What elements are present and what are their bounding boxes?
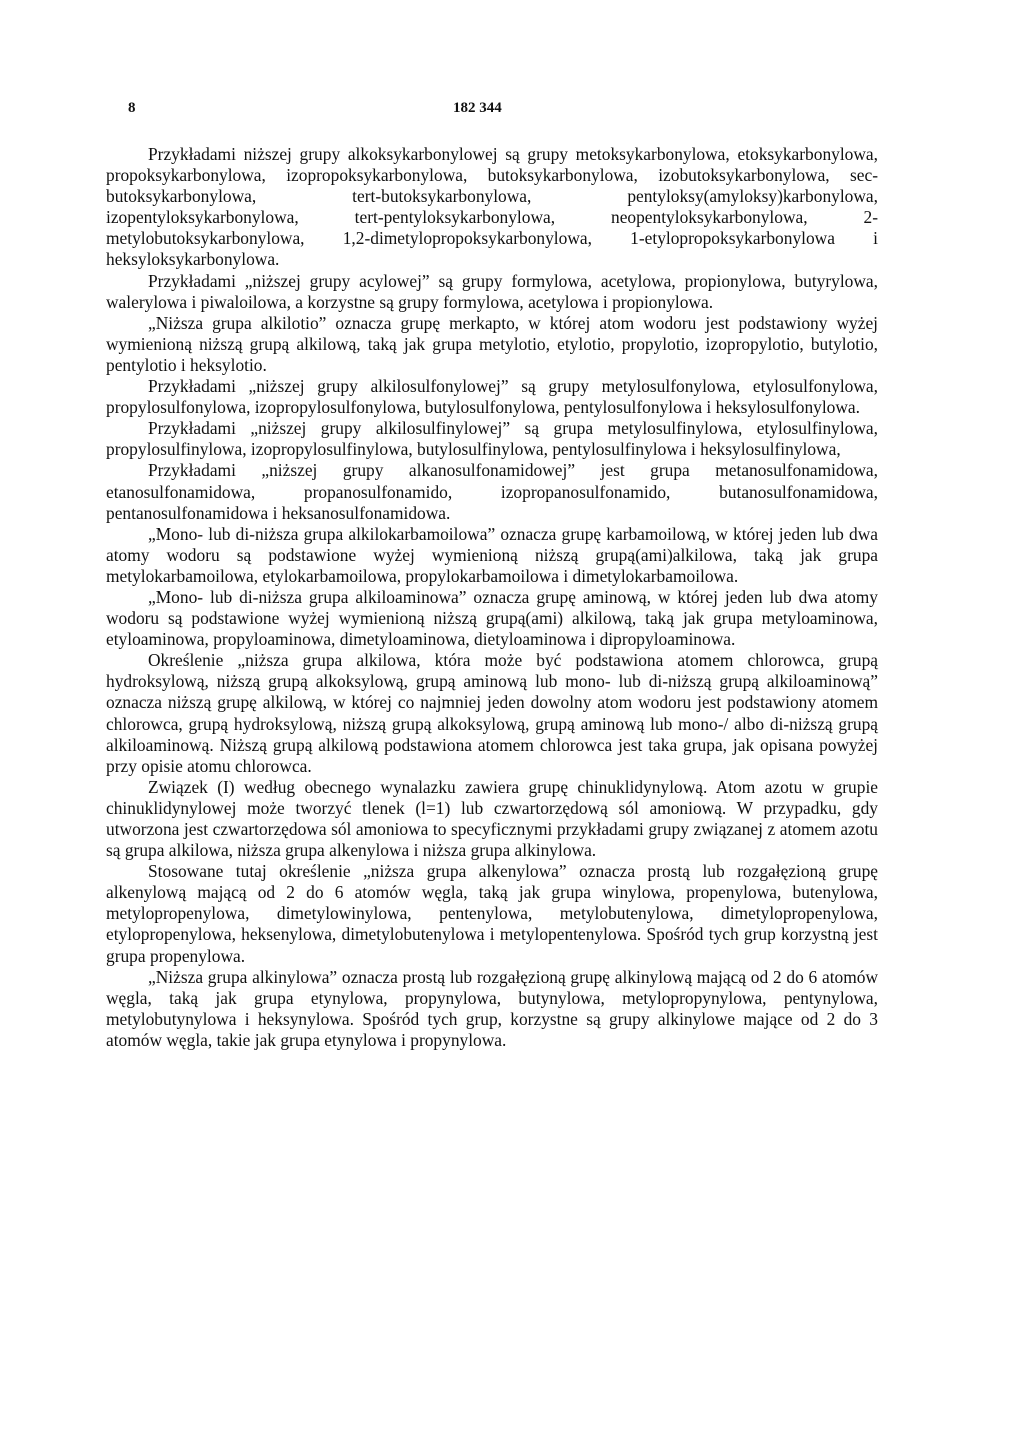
paragraph-alkylsulfinyl: Przykładami „niższej grupy alkilosulfinylowej” są grupa metylosulfinylowa, etylosulfinylowa, propylosulfinylowa, izopropylosulfinylowa, butylosulfinylowa, pentylosulfinylowa i heksylosulfinylowa, (106, 418, 878, 460)
paragraph-alkynyl: „Niższa grupa alkinylowa” oznacza prostą lub rozgałęzioną grupę alkinylową mającą od 2 do 6 atomów węgla, taką jak grupa etynylowa, propynylowa, butynylowa, metylopropynylowa, pentynylowa, metylobutynylowa i heksynylowa. Spośród tych grup, korzystne są grupy alkinylowe mające od 2 do 3 atomów węgla, takie jak grupa etynylowa i propynylowa. (106, 966, 878, 1050)
paragraph-alkenyl: Stosowane tutaj określenie „niższa grupa alkenylowa” oznacza prostą lub rozgałęzioną grupę alkenylową mającą od 2 do 6 atomów węgla, taką jak grupa winylowa, propenylowa, butenylowa, metylopropenylowa, dimetylowinylowa, pentenylowa, metylobutenylowa, dimetylopropenylowa, etylopropenylowa, heksenylowa, dimetylobutenylowa i metylopentenylowa. Spośród tych grup korzystną jest grupa propenylowa. (106, 861, 878, 966)
document-number: 182 344 (453, 100, 502, 116)
paragraph-substituted-alkyl: Określenie „niższa grupa alkilowa, która może być podstawiona atomem chlorowca, grupą hydroksylową, niższą grupą alkoksylową, grupą aminową lub mono- lub di-niższą grupą alkiloaminową” oznacza niższą grupę alkilową, w której co najmniej jeden dowolny atom wodoru jest podstawiony atomem chlorowca, grupą hydroksylową, niższą grupą alkoksylową, grupą aminową lub mono-/ albo di-niższą grupą alkiloaminową. Niższą grupą alkilową podstawiona atomem chlorowca jest taka grupa, jak opisana powyżej przy opisie atomu chlorowca. (106, 650, 878, 776)
paragraph-alkylthio: „Niższa grupa alkilotio” oznacza grupę merkapto, w której atom wodoru jest podstawiony wyżej wymienioną niższą grupą alkilową, taką jak grupa metylotio, etylotio, propylotio, izopropylotio, butylotio, pentylotio i heksylotio. (106, 312, 878, 375)
paragraph-alkylcarbamoyl: „Mono- lub di-niższa grupa alkilokarbamoilowa” oznacza grupę karbamoilową, w której jeden lub dwa atomy wodoru są podstawione wyżej wymienioną niższą grupą(ami)alkilowa, taką jak grupa metylokarbamoilowa, etylokarbamoilowa, propylokarbamoilowa i dimetylokarbamoilowa. (106, 523, 878, 586)
paragraph-alkanesulfonamide: Przykładami „niższej grupy alkanosulfonamidowej” jest grupa metanosulfonamidowa, etanosulfonamidowa, propanosulfonamido, izopropanosulfonamido, butanosulfonamidowa, pentanosulfonamidowa i heksanosulfonamidowa. (106, 460, 878, 523)
page-number: 8 (128, 100, 136, 116)
paragraph-quinuclidinyl: Związek (I) według obecnego wynalazku zawiera grupę chinuklidynylową. Atom azotu w grupie chinuklidynylowej może tworzyć tlenek (l=1) lub czwartorzędową sól amoniową. W przypadku, gdy utworzona jest czwartorzędowa sól amoniowa to specyficznymi przykładami grupy związanej z atomem azotu są grupa alkilowa, niższa grupa alkenylowa i niższa grupa alkinylowa. (106, 776, 878, 861)
paragraph-alkylsulfonyl: Przykładami „niższej grupy alkilosulfonylowej” są grupy metylosulfonylowa, etylosulfonylowa, propylosulfonylowa, izopropylosulfonylowa, butylosulfonylowa, pentylosulfonylowa i heksylosulfonylowa. (106, 376, 878, 418)
paragraph-acyl: Przykładami „niższej grupy acylowej” są grupy formylowa, acetylowa, propionylowa, butyrylowa, walerylowa i piwaloilowa, a korzystne są grupy formylowa, acetylowa i propionylowa. (106, 270, 878, 312)
page-header (0, 100, 1024, 120)
paragraph-alkylamino: „Mono- lub di-niższa grupa alkiloaminowa” oznacza grupę aminową, w której jeden lub dwa atomy wodoru są podstawione wyżej wymienioną niższą grupą(ami) alkilową, taką jak grupa metyloaminowa, etyloaminowa, propyloaminowa, dimetyloaminowa, dietyloaminowa i dipropyloaminowa. (106, 586, 878, 650)
paragraph-alkoxycarbonyl: Przykładami niższej grupy alkoksykarbonylowej są grupy metoksykarbonylowa, etoksykarbonylowa, propoksykarbonylowa, izopropoksykarbonylowa, butoksykarbonylowa, izobutoksykarbonylowa, sec-butoksykarbonylowa, tert-butoksykarbonylowa, pentyloksy(amyloksy)karbonylowa, izopentyloksykarbonylowa, tert-pentyloksykarbonylowa, neopentyloksykarbonylowa, 2-metylobutoksykarbonylowa, 1,2-dimetylopropoksykarbonylowa, 1-etylopropoksykarbonylowa i heksyloksykarbonylowa. (106, 144, 878, 270)
body-text (106, 144, 878, 1051)
